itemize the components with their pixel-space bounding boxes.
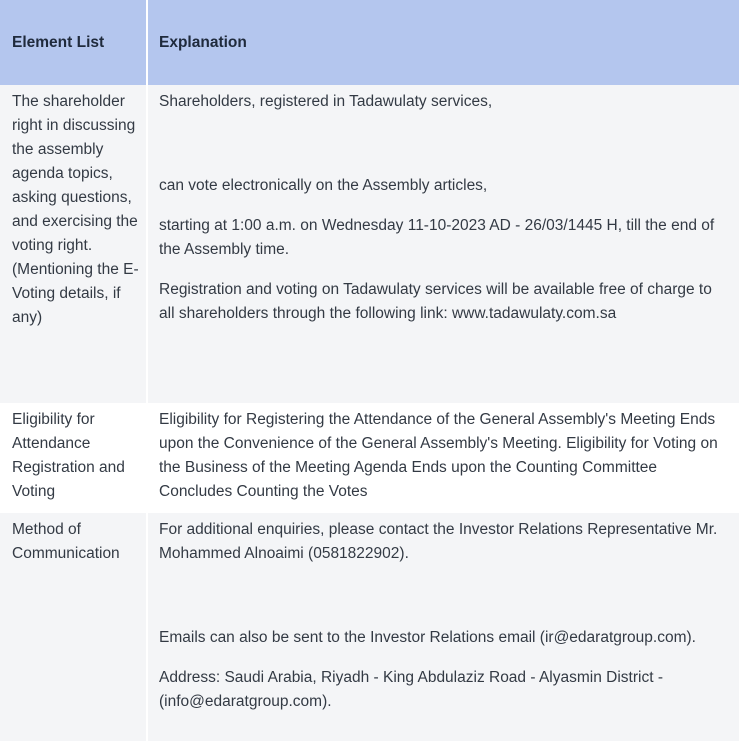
communication-paragraph: Address: Saudi Arabia, Riyadh - King Abdulaziz Road - Alyasmin District - (info@edaratgroup.com). bbox=[159, 669, 663, 710]
row-eligibility-explanation bbox=[148, 403, 739, 513]
row-voting-explanation bbox=[148, 85, 739, 403]
row-voting-element: The shareholder right in discussing the assembly agenda topics, asking questions, and exercising the voting right. (Mentioning the E-Voting details, if any) bbox=[0, 85, 148, 403]
voting-paragraph: Registration and voting on Tadawulaty services will be available free of charge to all shareholders through the following link: www.tadawulaty.com.sa bbox=[159, 281, 712, 322]
voting-paragraph: can vote electronically on the Assembly articles, bbox=[159, 177, 488, 194]
row-eligibility-element: Eligibility for Attendance Registration and Voting bbox=[0, 403, 148, 513]
row-communication-element: Method of Communication bbox=[0, 513, 148, 741]
voting-paragraph: Shareholders, registered in Tadawulaty services, bbox=[159, 93, 493, 110]
communication-paragraph: For additional enquiries, please contact the Investor Relations Representative Mr. Mohammed Alnoaimi (0581822902). bbox=[159, 521, 718, 562]
eligibility-paragraph: Eligibility for Registering the Attendance of the General Assembly's Meeting Ends upon the Convenience of the General Assembly's Meeting. Eligibility for Voting on the Business of the Meeting Agenda Ends upon the Counting Committee Concludes Counting the Votes bbox=[159, 411, 718, 500]
row-communication-explanation bbox=[148, 513, 739, 741]
header-element-list: Element List bbox=[0, 0, 148, 85]
communication-paragraph: Emails can also be sent to the Investor Relations email (ir@edaratgroup.com). bbox=[159, 629, 696, 646]
header-explanation: Explanation bbox=[148, 0, 739, 85]
voting-paragraph: starting at 1:00 a.m. on Wednesday 11-10-2023 AD - 26/03/1445 H, till the end of the Assembly time. bbox=[159, 217, 715, 258]
